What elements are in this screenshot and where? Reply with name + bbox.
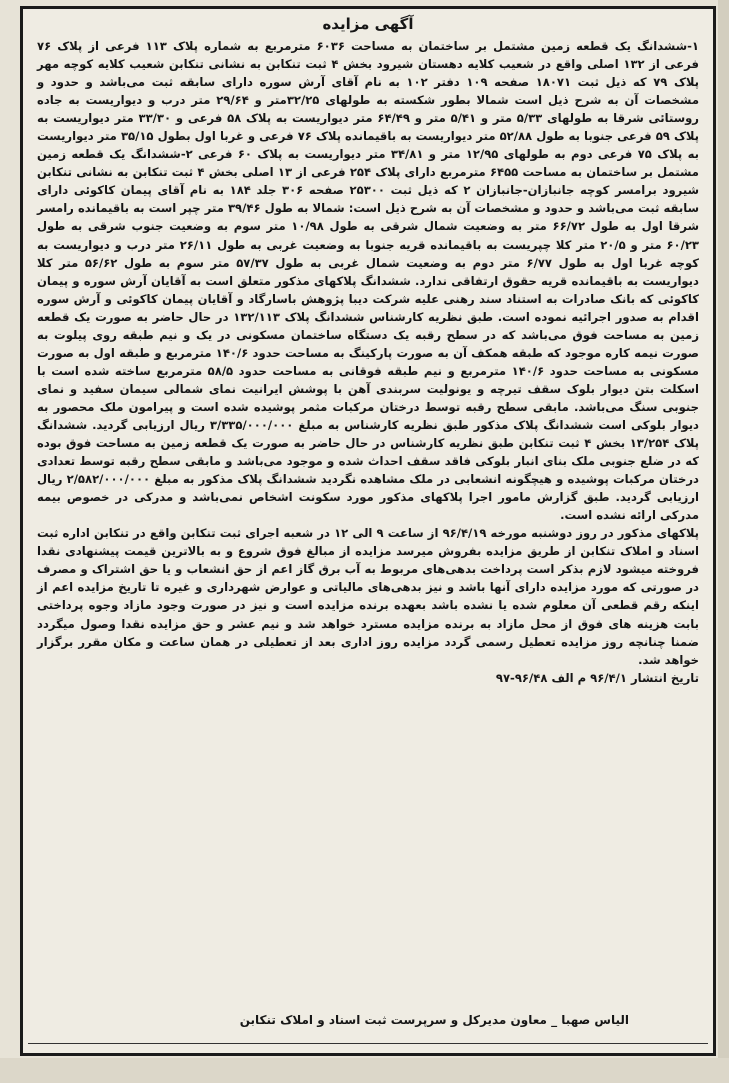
notice-paragraph-1: ۱-ششدانگ یک قطعه زمین مشتمل بر ساختمان به مساحت ۶۰۳۶ مترمربع به شماره پلاک ۱۱۳ فرعی از پلاک ۷۶ فرعی از ۱۳۲ اصلی واقع در شعیب کلایه دهستان شیرود بخش ۴ ثبت تنکابن به نشانی تنکابن شعیب کلایه کوچه مهر پلاک ۷۹ که ذیل ثبت ۱۸۰۷۱ صفحه ۱۰۹ دفتر ۱۰۲ به نام آقای آرش سوره دارای سابقه ثبت می‌باشد و حدود و مشخصات آن به شرح ذیل است شمالا بطور شکسته به طولهای ۳۲/۲۵متر و ۲۹/۶۴ متر درب و دیواریست به جاده روستائی شرقا به طولهای ۵/۳۳ متر و ۵/۴۱ متر و ۶۴/۴۹ متر دیواریست به پلاک ۵۸ فرعی و ۳۳/۳۰ متر دیواریست به پلاک ۵۹ فرعی جنوبا به طول ۵۲/۸۸ متر دیواریست به باقیمانده پلاک ۷۶ فرعی و غربا اول بطول ۳۵/۱۵ متر دیواریست به پلاک ۷۵ فرعی دوم به طولهای ۱۲/۹۵ متر و ۳۴/۸۱ متر دیواریست به پلاک ۶۰ فرعی ۲-ششدانگ یک قطعه زمین مشتمل بر ساختمان به مساحت ۶۴۵۵ مترمربع دارای پلاک ۲۵۴ فرعی از ۱۳ اصلی بخش ۴ ثبت تنکابن به نشانی تنکابن شیرود برامسر کوچه جانبازان-جانبازان ۲ که ذیل ثبت ۲۵۳۰۰ صفحه ۳۰۶ جلد ۱۸۴ به نام آقای پیمان کاکوئی دارای سابقه ثبت می‌باشد و حدود و مشخصات آن به شرح ذیل است: شمالا به طول ۳۹/۴۶ متر چپر است به باقیمانده رامسر شرقا اول به طول ۶۶/۷۲ متر به وضعیت شمال شرقی به طول ۱۰/۹۸ متر سوم به وضعیت جنوب شرقی به طول ۶۰/۲۳ متر و ۲۰/۵ متر کلا چپریست به باقیمانده قریه جنوبا به وضعیت غربی به طول ۲۶/۱۱ متر درب و دیواریست به کوچه غربا اول به طول ۶/۷۷ متر دوم به وضعیت شمال غربی به طول ۵۷/۳۷ متر سوم به طول ۵۶/۶۲ متر کلا دیواریست به باقیمانده قریه حقوق ارتفاقی ندارد. ششدانگ پلاکهای مذکور متعلق است به آقایان آرش سوره و پیمان کاکوئی که بانک صادرات به استناد سند رهنی علیه شرکت دیبا پژوهش باسارگاد و آقایان پیمان کاکوئی و آرش سوره اقدام به صدور اجرائیه نموده است. طبق نظریه کارشناس ششدانگ پلاک ۱۳۲/۱۱۳ در حال حاضر به صورت یک قطعه زمین به مساحت فوق می‌باشد که در سطح رقبه یک دستگاه ساختمان مسکونی در یک و نیم طبقه روی پیلوت به صورت نیمه کاره موجود که طبقه همکف آن به صورت پارکینگ به مساحت حدود ۱۴۰/۶ مترمربع و طبقه اول به صورت مسکونی به مساحت حدود ۱۴۰/۶ مترمربع و نیم طبقه فوقانی به مساحت حدود ۵۸/۵ مترمربع ساخته شده است با اسکلت بتن دیوار بلوک سقف تیرچه و یونولیت سربندی آهن با پوشش ایرانیت نمای شمالی سیمان سفید و نمای جنوبی سنگ می‌باشد. مابقی سطح رقبه توسط درختان مرکبات مثمر پوشیده شده است و پیرامون ملک محصور به دیوار بلوکی است ششدانگ پلاک مذکور طبق نظریه کارشناس به مبلغ ۳/۳۳۵/۰۰۰/۰۰۰ ریال ارزیابی گردید. ششدانگ پلاک ۱۳/۲۵۴ بخش ۴ ثبت تنکابن طبق نظریه کارشناس در حال حاضر به صورت یک قطعه زمین به مساحت فوق بوده که در ضلع جنوبی ملک بنای انبار بلوکی فاقد سقف احداث شده و موجود می‌باشد و مابقی سطح رقبه توسط تعدادی درختان مرکبات پوشیده و هیچگونه انشعابی در ملک مشاهده نگردید ششدانگ پلاک مذکور به مبلغ ۲/۵۸۲/۰۰۰/۰۰۰ ریال ارزیابی گردید. طبق گزارش مامور اجرا پلاکهای مذکور مورد سکونت اشخاص نمی‌باشد و مدرکی در خصوص بیمه مدرکی ارائه نشده است.: [37, 39, 700, 523]
notice-title: آگهی مزایده: [322, 15, 414, 33]
divider: [28, 1043, 708, 1044]
notice-frame: [20, 6, 716, 1056]
notice-paragraph-2: پلاکهای مذکور در روز دوشنبه مورخه ۹۶/۴/۱۹ از ساعت ۹ الی ۱۲ در شعبه اجرای ثبت تنکابن واقع در تنکابن اداره ثبت اسناد و املاک تنکابن از طریق مزایده بفروش میرسد مزایده از مبالغ فوق شروع و به بالاترین قیمت پیشنهادی نقدا فروخته میشود لازم بذکر است پرداخت بدهی‌های مربوط به آب برق گاز اعم از حق انشعاب و یا حق اشتراک و مصرف در صورتی که مورد مزایده دارای آنها باشد و نیز بدهی‌های مالیاتی و عوارض شهرداری و غیره تا تاریخ مزایده اعم از اینکه رقم قطعی آن معلوم شده یا نشده باشد بعهده برنده مزایده است و نیز در صورت وجود مازاد وجوه پرداختی بابت هزینه های فوق از محل مازاد به برنده مزایده مسترد خواهد شد و نیم عشر و حق مزایده نقدا وصول میگردد ضمنا چنانچه روز مزایده تعطیل رسمی گردد مزایده روز اداری بعد از تعطیلی در همان ساعت و مکان مقرر برگزار خواهد شد.: [37, 526, 699, 667]
signature-line: الیاس صهبا _ معاون مدیرکل و سرپرست ثبت اسناد و املاک تنکابن: [239, 1013, 629, 1027]
scan-edge: [718, 0, 729, 1083]
scan-bottom-edge: [0, 1058, 729, 1083]
notice-body: [37, 37, 699, 687]
publication-date: تاریخ انتشار ۹۶/۴/۱ م الف ۹۶/۴۸-۹۷: [495, 670, 699, 685]
